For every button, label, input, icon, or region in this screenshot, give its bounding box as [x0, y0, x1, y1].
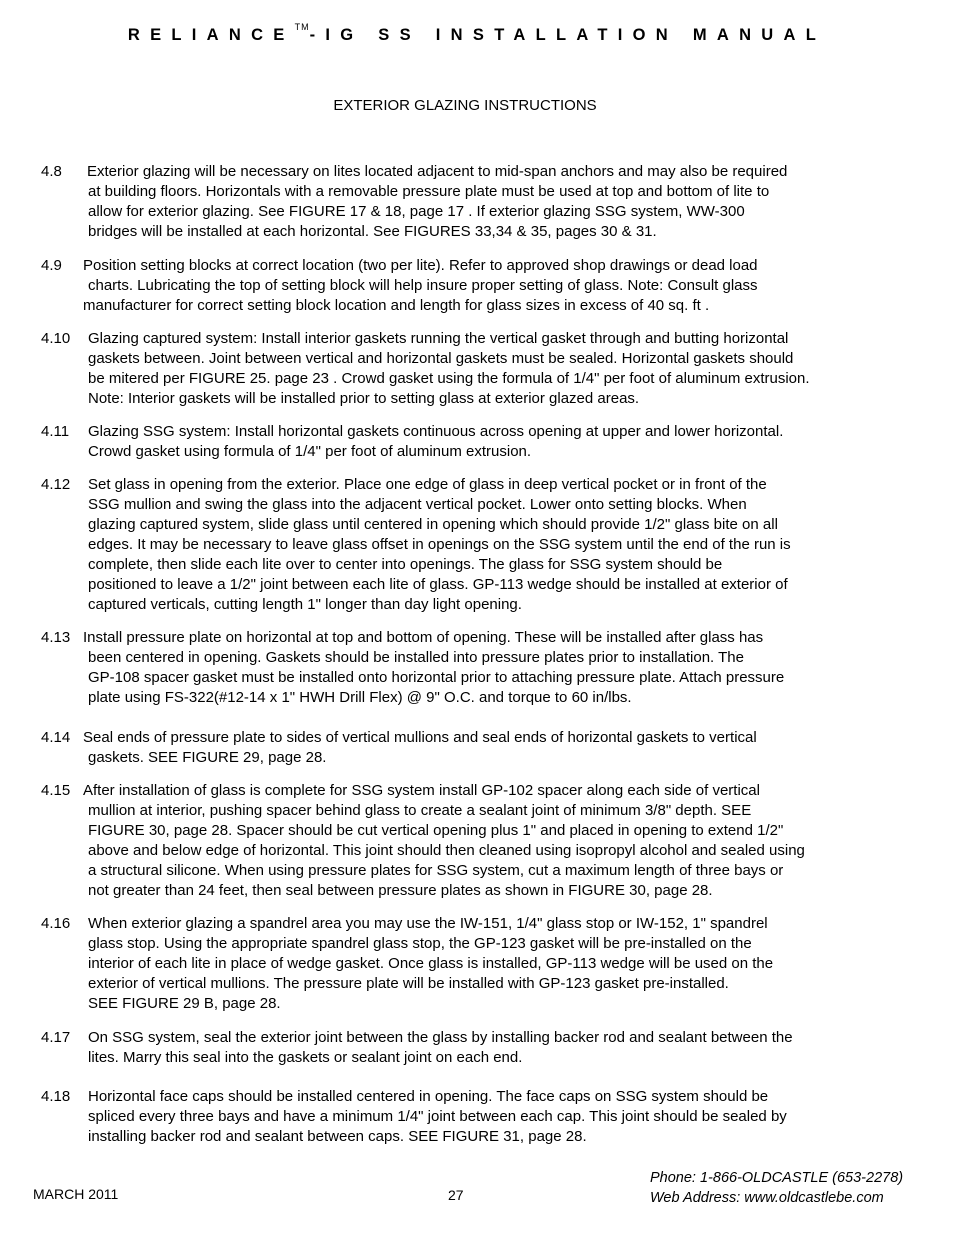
item-line: glazing captured system, slide glass until centered in opening which should provide 1/2" glass bite on all — [88, 516, 778, 533]
item-line: When exterior glazing a spandrel area you may use the IW-151, 1/4" glass stop or IW-152, 1" spandrel — [88, 915, 768, 932]
item-number: 4.18 — [41, 1088, 71, 1105]
item-line: edges. It may be necessary to leave glass offset in openings on the SSG system until the end of the run is — [88, 536, 791, 553]
item-line: lites. Marry this seal into the gaskets or sealant joint on each end. — [88, 1049, 523, 1066]
item-line: allow for exterior glazing. See FIGURE 17 & 18, page 17 . If exterior glazing SSG system, WW-300 — [88, 203, 745, 220]
instruction-4-13 — [41, 628, 911, 708]
footer-date: MARCH 2011 — [33, 1186, 119, 1202]
trademark-mark: TM — [294, 22, 310, 32]
item-line: plate using FS-322(#12-14 x 1" HWH Drill Flex) @ 9" O.C. and torque to 60 in/lbs. — [88, 689, 632, 706]
item-number: 4.9 — [41, 257, 62, 274]
item-line: Crowd gasket using formula of 1/4" per foot of aluminum extrusion. — [88, 443, 532, 460]
footer-phone: Phone: 1-866-OLDCASTLE (653-2278) — [650, 1170, 904, 1186]
item-line: at building floors. Horizontals with a removable pressure plate must be used at top and bottom of lite to — [88, 183, 770, 200]
footer-web-address: Web Address: www.oldcastlebe.com — [650, 1190, 884, 1206]
item-line: gaskets between. Joint between vertical and horizontal gaskets must be sealed. Horizontal gaskets should — [88, 350, 794, 367]
item-line: be mitered per FIGURE 25. page 23 . Crowd gasket using the formula of 1/4" per foot of aluminum extrusion. — [88, 370, 810, 387]
item-number: 4.15 — [41, 782, 71, 799]
manual-header — [0, 22, 954, 45]
item-line: Seal ends of pressure plate to sides of vertical mullions and seal ends of horizontal gaskets to vertical — [83, 729, 757, 746]
item-number: 4.13 — [41, 629, 71, 646]
item-number: 4.17 — [41, 1029, 71, 1046]
item-line: exterior of vertical mullions. The pressure plate will be installed with GP-123 gasket pre-installed. — [88, 975, 729, 992]
item-line: bridges will be installed at each horizontal. See FIGURES 33,34 & 35, pages 30 & 31. — [88, 223, 657, 240]
item-line: a structural silicone. When using pressure plates for SSG system, cut a maximum length of three bays or — [88, 862, 784, 879]
item-line: Note: Interior gaskets will be installed prior to setting glass at exterior glazed areas. — [88, 390, 640, 407]
footer-contact — [650, 1168, 903, 1208]
instruction-4-8 — [41, 162, 911, 242]
item-line: Install pressure plate on horizontal at top and bottom of opening. These will be installed after glass has — [83, 629, 764, 646]
instruction-4-9 — [41, 256, 911, 316]
item-line: mullion at interior, pushing spacer behind glass to create a sealant joint of minimum 3/8" depth. SEE — [88, 802, 752, 819]
item-line: Position setting blocks at correct location (two per lite). Refer to approved shop drawings or dead load — [83, 257, 758, 274]
item-line: On SSG system, seal the exterior joint between the glass by installing backer rod and sealant between the — [88, 1029, 793, 1046]
item-line: installing backer rod and sealant between caps. SEE FIGURE 31, page 28. — [88, 1128, 587, 1145]
item-line: After installation of glass is complete for SSG system install GP-102 spacer along each side of vertical — [83, 782, 760, 799]
item-line: Set glass in opening from the exterior. Place one edge of glass in deep vertical pocket or in front of the — [88, 476, 767, 493]
item-line: SSG mullion and swing the glass into the adjacent vertical pocket. Lower onto setting blocks. When — [88, 496, 747, 513]
item-number: 4.12 — [41, 476, 71, 493]
instruction-4-12 — [41, 475, 911, 615]
instruction-4-11 — [41, 422, 911, 462]
item-number: 4.11 — [41, 423, 70, 440]
item-line: complete, then slide each lite over to center into openings. The glass for SSG system should be — [88, 556, 723, 573]
section-title: EXTERIOR GLAZING INSTRUCTIONS — [333, 97, 597, 114]
page-number: 27 — [448, 1187, 464, 1203]
instruction-4-17 — [41, 1028, 911, 1068]
item-line: not greater than 24 feet, then seal between pressure plates as shown in FIGURE 30, page 28. — [88, 882, 713, 899]
item-line: Exterior glazing will be necessary on lites located adjacent to mid-span anchors and may also be required — [87, 163, 788, 180]
item-line: spliced every three bays and have a minimum 1/4" joint between each cap. This joint should be sealed by — [88, 1108, 787, 1125]
item-line: FIGURE 30, page 28. Spacer should be cut vertical opening plus 1" and placed in opening to extend 1/2" — [88, 822, 784, 839]
instruction-4-14 — [41, 728, 911, 768]
header-brand: RELIANCE — [127, 26, 295, 44]
item-line: manufacturer for correct setting block location and length for glass sizes in excess of 40 sq. ft . — [83, 297, 710, 314]
item-line: captured verticals, cutting length 1" longer than day light opening. — [88, 596, 522, 613]
instruction-4-15 — [41, 781, 911, 901]
instruction-4-10 — [41, 329, 911, 409]
item-number: 4.16 — [41, 915, 71, 932]
item-line: charts. Lubricating the top of setting block will help insure proper setting of glass. Note: Consult glass — [88, 277, 758, 294]
item-line: positioned to leave a 1/2" joint between each lite of glass. GP-113 wedge should be installed at exterior of — [88, 576, 788, 593]
item-line: Glazing SSG system: Install horizontal gaskets continuous across opening at upper and lower horizontal. — [88, 423, 784, 440]
item-line: GP-108 spacer gasket must be installed onto horizontal prior to attaching pressure plate. Attach pressure — [88, 669, 785, 686]
item-line: Horizontal face caps should be installed centered in opening. The face caps on SSG system should be — [88, 1088, 769, 1105]
instruction-4-18 — [41, 1087, 911, 1147]
header-title: -IG SS INSTALLATION MANUAL — [309, 26, 827, 44]
item-line: been centered in opening. Gaskets should be installed into pressure plates prior to installation. The — [88, 649, 744, 666]
item-line: glass stop. Using the appropriate spandrel glass stop, the GP-123 gasket will be pre-installed on the — [88, 935, 752, 952]
item-line: gaskets. SEE FIGURE 29, page 28. — [88, 749, 327, 766]
item-number: 4.8 — [41, 163, 62, 180]
item-line: Glazing captured system: Install interior gaskets running the vertical gasket through and butting horizontal — [88, 330, 789, 347]
item-line: above and below edge of horizontal. This joint should then cleaned using isopropyl alcohol and sealed using — [88, 842, 805, 859]
item-line: SEE FIGURE 29 B, page 28. — [88, 995, 281, 1012]
item-line: interior of each lite in place of wedge gasket. Once glass is installed, GP-113 wedge will be used on the — [88, 955, 774, 972]
instruction-4-16 — [41, 914, 911, 1014]
item-number: 4.14 — [41, 729, 71, 746]
item-number: 4.10 — [41, 330, 71, 347]
